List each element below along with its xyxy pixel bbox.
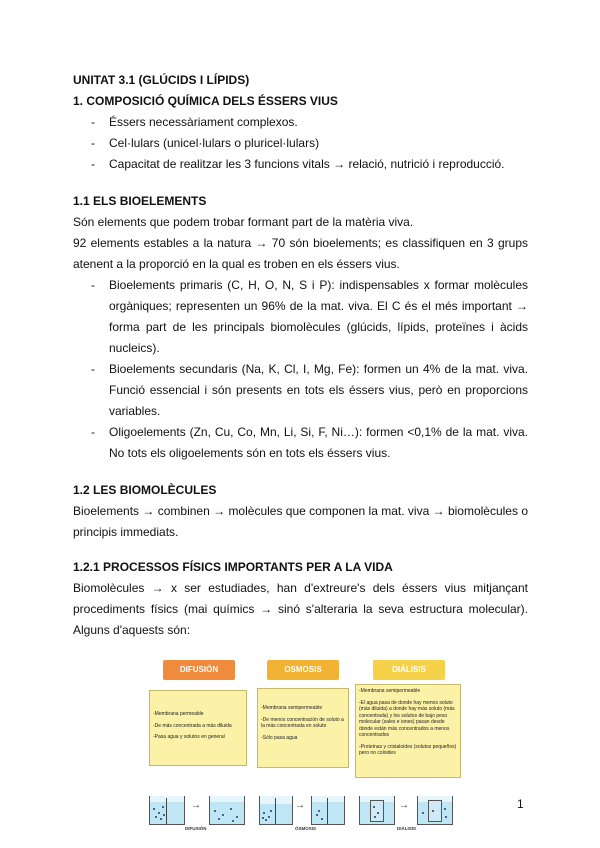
section-1-1-heading: 1.1 ELS BIOELEMENTS	[73, 194, 207, 208]
section-1-2-heading: 1.2 LES BIOMOLÈCULES	[73, 483, 217, 497]
document-title: UNITAT 3.1 (GLÚCIDS I LÍPIDS)	[73, 73, 250, 87]
figure-caption: DIFUSIÓN	[185, 826, 207, 831]
list-item: - Cel·lulars (unicel·lulars o pluricel·lulars)	[109, 133, 528, 154]
paragraph: 92 elements estables a la natura → 70 són bioelements; es classifiquen en 3 grups atenent a la proporció en la qual es troben en els éssers vius.	[73, 236, 528, 271]
page-number: 1	[517, 797, 524, 811]
beaker-icon	[259, 796, 293, 825]
figure-caption: ÓSMOSIS	[295, 826, 317, 831]
bioelements-list	[73, 275, 528, 464]
list-item: - Bioelements secundaris (Na, K, Cl, I, Mg, Fe): formen un 4% de la mat. viva. Funció essencial i són presents en tots els éssers vius, però en proporcions variables.	[109, 359, 528, 422]
description-line: -Membrana permeable	[153, 711, 204, 717]
description-line: -El agua pasa de donde hay menos soluto (más diluida) a donde hay más soluto (más concentrada) y los solutos de bajo peso molecular (sales e iones) pasan desde donde están más concentrados a menos concentrados	[359, 699, 455, 738]
description-line: -De menos concentración de soluto a la más concentrada en soluto	[261, 716, 344, 729]
panel-title: OSMOSIS	[267, 660, 339, 680]
panel-description	[257, 688, 349, 768]
arrow-right-icon: →	[295, 800, 305, 811]
list-item: - Capacitat de realitzar les 3 funcions vitals → relació, nutrició i reproducció.	[109, 154, 528, 175]
list-item: - Bioelements primaris (C, H, O, N, S i P): indispensables x formar molècules orgàniques; representen un 96% de la mat. viva. El C és el més important → forma part de les principals biomolècules (glúcids, lípids, proteïnes i àcids nucleics).	[109, 275, 528, 359]
page-content	[73, 70, 528, 641]
description-line: -Proteínas y cristaloides (solutos pequeños) pero no coloides	[359, 743, 457, 756]
section-1-heading: 1. COMPOSICIÓ QUÍMICA DELS ÉSSERS VIUS	[73, 94, 338, 108]
description-line: -Sólo pasa agua	[261, 734, 298, 741]
osmosis-panel	[253, 660, 353, 772]
beaker-icon	[209, 796, 245, 825]
paragraph: Bioelements → combinen → molècules que componen la mat. viva → biomolècules o principis immediats.	[73, 504, 528, 539]
beaker-icon	[359, 796, 395, 825]
description-line: -De más concentrada a más diluida	[153, 722, 232, 729]
panel-description	[355, 684, 461, 778]
beaker-icon	[311, 796, 345, 825]
panel-title: DIFUSIÓN	[163, 660, 235, 680]
paragraph: Biomolècules → x ser estudiades, han d'extreure's dels éssers vius mitjançant procediments físics (mai químics → sinó s'alteraria la seva estructura molecular). Alguns d'aquests són:	[73, 581, 528, 637]
section-1-list	[73, 112, 528, 175]
panel-description	[149, 690, 247, 766]
description-line: -Membrana semipermeable	[359, 688, 421, 694]
list-item: - Éssers necessàriament complexos.	[109, 112, 528, 133]
panel-title: DIÁLISIS	[373, 660, 445, 680]
paragraph: Són elements que podem trobar formant part de la matèria viva.	[73, 215, 414, 229]
physical-processes-figure	[145, 660, 463, 836]
section-1-2-1-heading: 1.2.1 PROCESSOS FÍSICS IMPORTANTS PER A LA VIDA	[73, 560, 393, 574]
arrow-right-icon: →	[399, 800, 409, 811]
description-line: -Membrana semipermeable	[261, 705, 323, 711]
difusion-panel	[145, 660, 249, 772]
beaker-icon	[417, 796, 453, 825]
beaker-icon	[149, 796, 185, 825]
list-item: - Oligoelements (Zn, Cu, Co, Mn, Li, Si, F, Ni…): formen <0,1% de la mat. viva. No tots els oligoelements són en tots els éssers vius.	[109, 422, 528, 464]
dialisis-panel	[355, 660, 463, 772]
arrow-right-icon: →	[191, 800, 201, 811]
figure-caption: DIÁLISIS	[397, 826, 417, 831]
description-line: -Pasa agua y solutos en general	[153, 734, 225, 740]
